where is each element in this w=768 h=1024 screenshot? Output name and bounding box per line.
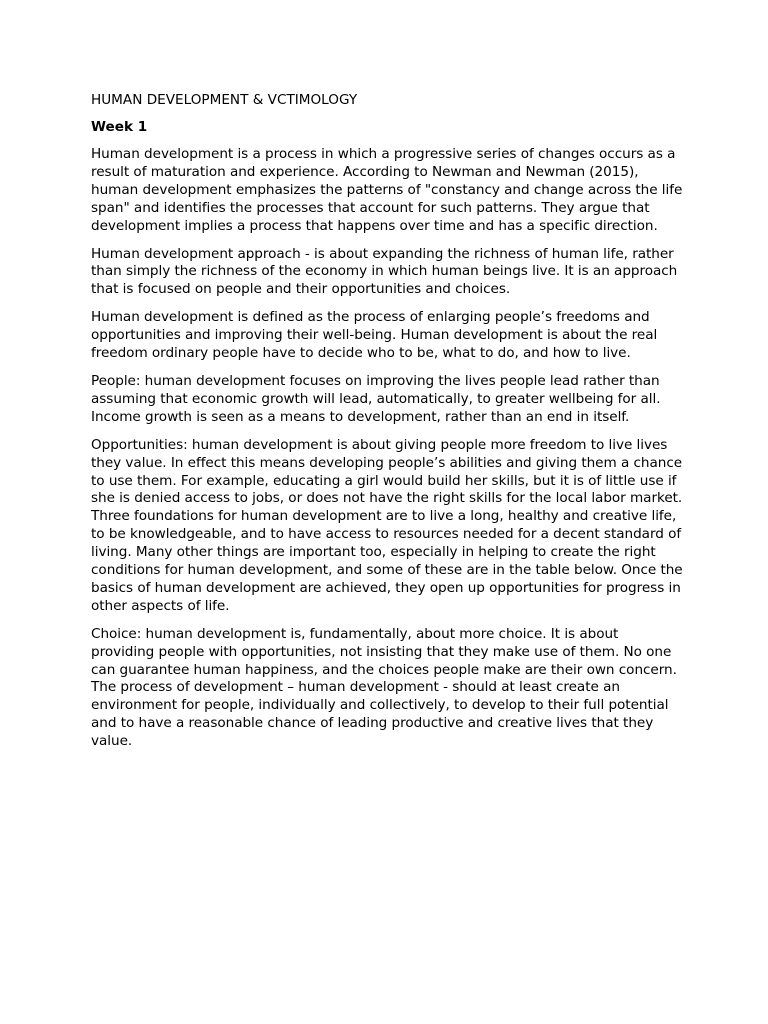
paragraph-opportunities: Opportunities: human development is about giving people more freedom to live lives they value. In effect this means developing people’s abilities and giving them a chance to use them. For example, educating a girl would build her skills, but it is of little use if she is denied access to jobs, or does not have the right skills for the local labor market. Three foundations for human development are to live a long, healthy and creative life, to be knowledgeable, and to have access to resources needed for a decent standard of living. Many other things are important too, especially in helping to create the right conditions for human development, and some of these are in the table below. Once the basics of human development are achieved, they open up opportunities for progress in other aspects of life. [91,436,683,614]
document-title: HUMAN DEVELOPMENT & VCTIMOLOGY [91,92,358,108]
paragraph-people: People: human development focuses on improving the lives people lead rather than assuming that economic growth will lead, automatically, to greater wellbeing for all. Income growth is seen as a means to development, rather than an end in itself. [91,372,661,425]
paragraph-definition: Human development is a process in which a progressive series of changes occurs as a result of maturation and experience. According to Newman and Newman (2015), human development emphasizes the patterns of "constancy and change across the life span" and identifies the processes that account for such patterns. They argue that development implies a process that happens over time and has a specific direction. [91,146,683,234]
paragraph-freedoms: Human development is defined as the process of enlarging people’s freedoms and opportunities and improving their well-being. Human development is about the real freedom ordinary people have to decide who to be, what to do, and how to live. [91,309,658,362]
paragraph-choice: Choice: human development is, fundamentally, about more choice. It is about providing people with opportunities, not insisting that they make use of them. No one can guarantee human happiness, and the choices people make are their own concern. The process of development – human development - should at least create an environment for people, individually and collectively, to develop to their full potential and to have a reasonable chance of leading productive and creative lives that they value. [91,625,677,750]
section-heading: Week 1 [91,119,148,135]
paragraph-approach: Human development approach - is about expanding the richness of human life, rather than simply the richness of the economy in which human beings live. It is an approach that is focused on people and their opportunities and choices. [91,245,678,298]
document-page [91,92,683,761]
